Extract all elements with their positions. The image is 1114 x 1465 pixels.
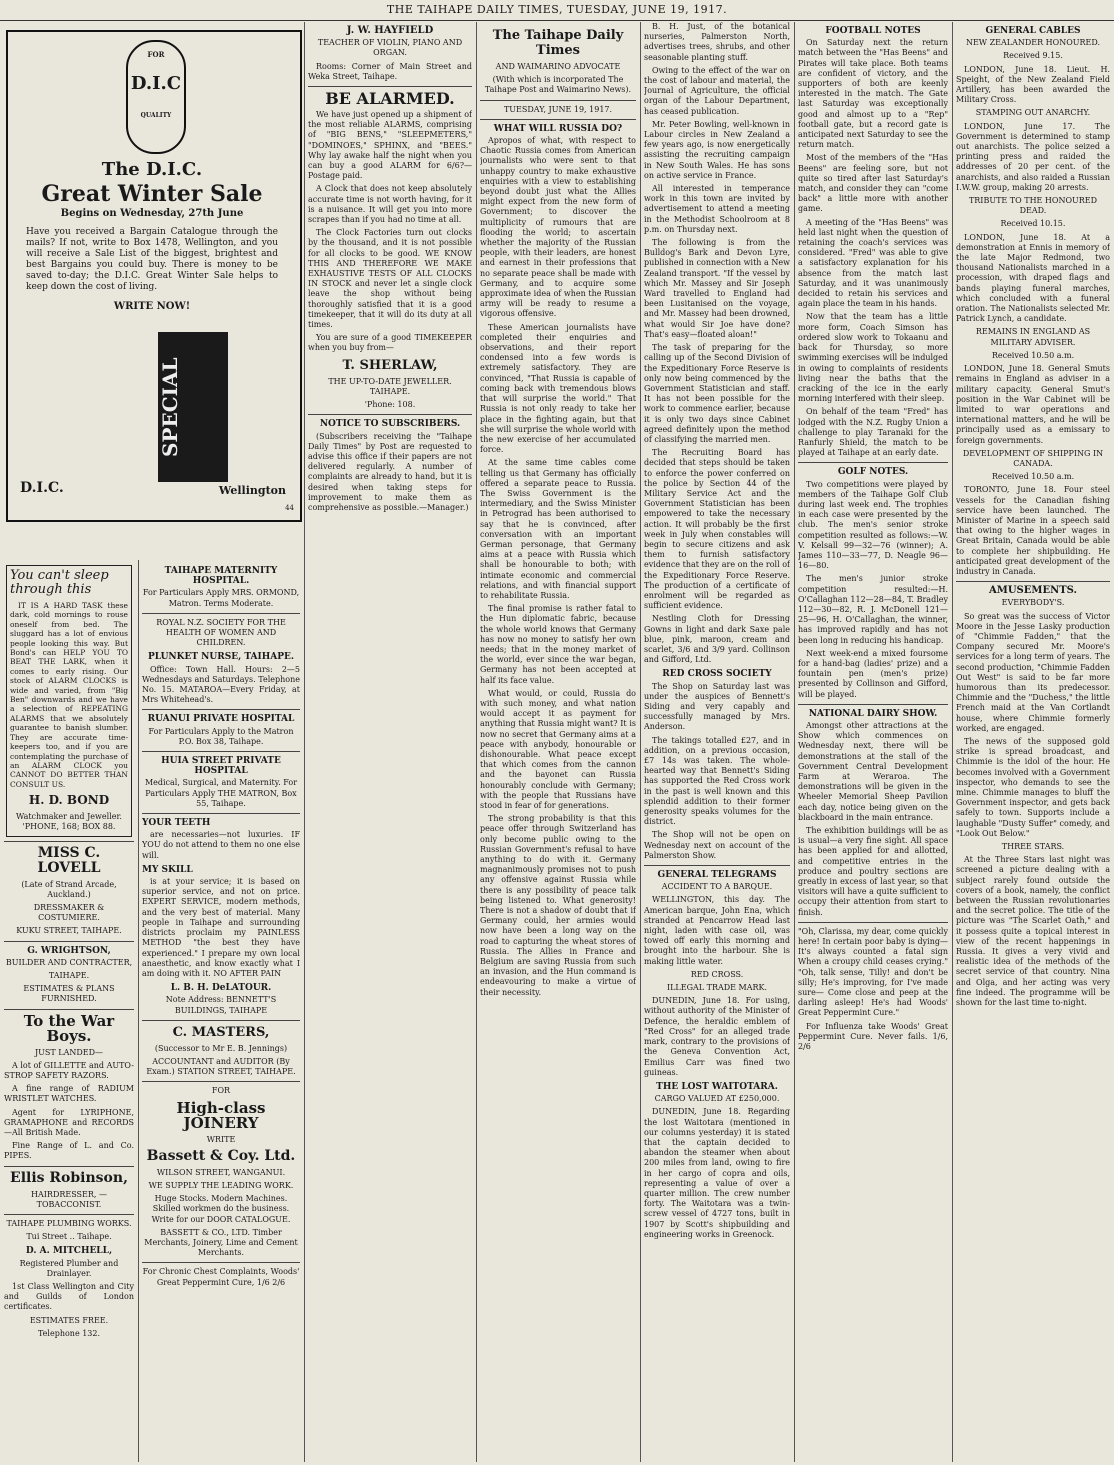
bassett-supply: WE SUPPLY THE LEADING WORK. [148,1180,294,1190]
column-2 [308,22,472,1462]
alarmed-p4: You are sure of a good TIMEKEEPER when you buy from— [308,333,472,353]
alarmed-p3: The Clock Factories turn out clocks by the thousand, and it is not possible for all clocks to be good. WE KNOW THIS AND THEREFORE WE MAKE EXHAUSTIVE TESTS OF ALL CLOCKS IN STOCK and never let a single clock leave the shop without being thoroughly satisfied that it is a good timekeeper, that it will do its duty at all times. [308,228,472,330]
war-boys-line4: Fine Range of L. and Co. PIPES. [4,1141,134,1161]
column-rule [304,22,305,1462]
bond-script: You can't sleep through this [10,568,109,597]
ellis-trade: HAIRDRESSER, — TOBACCONIST. [31,1189,107,1209]
teeth-title: YOUR TEETH [142,818,211,829]
sherlaw-line: THE UP-TO-DATE JEWELLER. TAIHAPE. [328,376,452,396]
editorial-p4: The final promise is rather fatal to the Hun diplomatic fabric, because the whole world knows that Germany has now no money to satisfy her own needs; that in the money market of the world, ever since the war began, Germany has not been accepted at half its face value. [480,604,636,685]
editorial-p5: What would, or could, Russia do with such money, and what nation would accept it as payment for anything that Russia might want? It is now no secret that Germany aims at a peace with anybody, honourable or dishonourable. What peace except that which comes from the cannon and the bayonet can Russia honourably conclude with Germany; with the people that Russians have stood in fear of for generations. [480,688,636,811]
football-p5: On behalf of the team "Fred" has lodged with the N.Z. Rugby Union a challenge to play Taranaki for the Ranfurly Shield, the match to be played at Taihape at an early date. [798,407,948,458]
hayfield-rooms: Rooms: Corner of Main Street and Weka Street, Taihape. [308,61,472,81]
rc-title: RED CROSS. [690,969,744,979]
badge-top: FOR [147,50,165,59]
chest-ad: For Chronic Chest Complaints, Woods' Great Peppermint Cure, 1/6 2/6 [142,1267,300,1287]
editorial-p2: These American journalists have completed their enquiries and observations, and their report condensed into a few words is extremely satisfactory. They are convinced, "That Russia is capable of coming back with tremendous blows that will surprise the world." That Russia is not only ready to take her place in the fighting again, but that she will surprise the whole world with the new exercise of her accumulated force. [480,322,636,455]
plumbing-line1: TAIHAPE PLUMBING WORKS. [6,1219,132,1228]
cables-title: GENERAL CABLES [985,26,1081,36]
column-rule [476,22,477,1462]
football-p4: Now that the team has a little more form, Coach Simson has ordered slow work to Tokaanu and back for Thursday, so more swimming exercises will be indulged in owing to complaints of residents living near the baths that the cracking of the ice in the early morning interfered with their sleep. [798,312,948,404]
wrightson-line3: ESTIMATES & PLANS FURNISHED. [23,984,115,1004]
wrightson-name: G. WRIGHTSON, [27,945,111,956]
hayfield-name: J. W. HAYFIELD [346,25,434,36]
badge-bottom: QUALITY [140,112,172,119]
lovell-line1: (Late of Strand Arcade, Auckland.) [21,879,117,899]
special-banner: SPECIAL [158,332,228,482]
lovell-line2: DRESSMAKER & COSTUMIERE. [33,902,105,923]
illegal-title: ILLEGAL TRADE MARK. [666,983,768,993]
dentist-addr: Note Address: BENNETT'S BUILDINGS, TAIHAPE [165,995,277,1015]
col4-p5: The following is from the Bulldog's Bark and Devon Lyre, published in connection with a New Zealand transport. "If the vessel by which Mr. Massey and Sir Joseph Ward travelled to England had been Lusitanised on the voyage, and Mr. Massey had been drowned, what would Sir Joe have done? That's easy—floated aloan!" [644,238,790,339]
joinery-for: FOR [211,1086,231,1096]
golf-p2: The men's junior stroke competition resulted:—H. O'Callaghan 112—28—84, T. Bradley 112—30—82, R. J. McDonell 121—25—96, H. O'Callaghan, the winner, has improved rapidly and has not been long in reducing his handicap. [798,574,948,645]
war-boys-line1: A lot of GILLETTE and AUTO-STROP SAFETY RAZORS. [4,1060,134,1080]
maternity-body: For Particulars Apply MRS. ORMOND, Matron. Terms Moderate. [142,588,300,608]
poem: "Oh, Clarissa, my dear, come quickly here! In certain poor baby is dying— It's always counted a fatal sign When a croupy child ceases crying." "Oh, talk sense, Tilly! and don't be silly; He's improving, for I've made sure— Come close and peep at the darling asleep! He's had Woods' Great Peppermint Cure." [798,926,948,1018]
plumbing-line5: ESTIMATES FREE. [29,1315,109,1325]
dic-advertisement [6,30,302,522]
remains-title: REMAINS IN ENGLAND AS MILITARY ADVISER. [975,327,1091,347]
column-3 [480,22,636,1462]
lovell-name: MISS C. LOVELL [37,844,101,876]
alarmed-title: BE ALARMED. [325,89,455,109]
dentist-name: L. B. H. DeLATOUR. [170,983,272,994]
paper-note: (With which is incorporated The Taihape Post and Waimarino News). [484,75,632,95]
war-boys-line2: A fine range of RADIUM WRISTLET WATCHES. [4,1084,134,1104]
dic-badge [126,40,186,154]
anarchy-title: STAMPING OUT ANARCHY. [975,108,1091,118]
amuse-p1: So great was the success of Victor Moore in the Jesse Lasky production of "Chimmie Fadden," that the Company secured Mr. Moore's services for a long term of years. The second production, "Chimmie Fadden Out West" is said to be far more humorous than its predecessor. Chimmie and the "Duchess," the little French maid at the Van Cortlandt house, where Chimmie formerly worked, are engaged. [956,611,1110,733]
column-4 [644,22,790,1462]
tribute-title: TRIBUTE TO THE HONOURED DEAD. [968,196,1098,216]
hayfield-line: TEACHER OF VIOLIN, PIANO AND ORGAN. [317,38,463,58]
lovell-line3: KUKU STREET, TAIHAPE. [16,926,122,936]
football-p3: A meeting of the "Has Beens" was held last night when the question of retaining the coach's services was considered. "Fred" was able to give a satisfactory explanation for his absence from the match last Saturday, and it was unanimously decided to retain his services and again place the team in his hands. [798,217,948,309]
masters-line: (Successor to Mr E. B. Jennings) [154,1043,288,1053]
dic-footer-right: Wellington [218,484,286,497]
everybody-title: EVERYBODY'S. [1001,598,1065,608]
column-6 [956,22,1110,1462]
cargo-title: CARGO VALUED AT £250,000. [654,1094,780,1104]
ruanui-body: For Particulars Apply to the Matron P.O. Box 38, Taihape. [148,726,294,746]
war-boys-just: JUST LANDED— [34,1047,104,1057]
plumbing-name: D. A. MITCHELL, [25,1246,113,1257]
bassett-footer: BASSETT & CO., LTD. Timber Merchants, Joinery, Lime and Cement Merchants. [144,1227,298,1258]
masters-trade: ACCOUNTANT and AUDITOR (By Exam.) STATION STREET, TAIHAPE. [146,1056,296,1077]
telegrams-title: GENERAL TELEGRAMS [657,870,777,881]
alarmed-p2: A Clock that does not keep absolutely accurate time is not worth having, for it is a nuisance. It will get you into more scrapes than if you had no time at all. [308,184,472,225]
editorial-p1: Apropos of what, with respect to Chaotic Russia comes from American journalists who were sent to that unhappy country to make exhaustive enquiries with a view to establishing beyond doubt just what the Allies might expect from the new form of Government; to discover the multiplicity of rumours that are flooding the world; to ascertain whether the majority of the Russian people, with their leaders, are honest and earnest in their professions that no separate peace shall be made with Germany, and to acquire some approximate idea of when the Russian army will be ready to resume a vigorous offensive. [480,136,636,319]
three-stars-title: THREE STARS. [1001,842,1065,852]
waitotara-title: THE LOST WAITOTARA. [656,1081,778,1092]
wrightson-line1: BUILDER AND CONTRACTER, [5,957,133,967]
column-rule [138,560,139,1462]
amuse-p2: The news of the supposed gold strike is spread broadcast, and Chimmie is the idol of the hour. He becomes involved with a Government inspector, who demands to see the mine. Chimmie manages to bluff the Government inspector, and gets back safely to town. Supports include a laughable "Dusty Suffer" comedy, and "Look Out Below." [956,737,1110,838]
golf-title: GOLF NOTES. [837,467,909,478]
war-boys-title: To the War Boys. [23,1011,115,1045]
dic-cta: WRITE NOW! [113,301,191,312]
tribute-recv: Received 10.15. [1000,219,1066,229]
dairy-p1: Amongst other attractions at the Show which commences on Wednesday next, there will be demonstrations at the stall of the Government Central Development Farm at Weraroa. The demonstrations will be given in the Wheeler Memorial Sheep Pavilion each day, notice being given on the blackboard in the main entrance. [798,721,948,822]
golf-p3: Next week-end a mixed foursome for a hand-bag (ladies' prize) and a fountain pen (men's prize) presented by Collinson and Gifford, will be played. [798,648,948,699]
column-rule [640,22,641,1462]
barque-title: ACCIDENT TO A BARQUE. [661,882,773,892]
dairy-p2: The exhibition buildings will be as is usual—a very fine sight. All space has been applied for and allotted, and competitive entries in the produce and poultry sections are greatly in excess of last year, so that visitors will have a quite sufficient to occupy their attention from start to finish. [798,826,948,917]
remains-body: LONDON, June 18. General Smuts remains in England as adviser in a military capacity. General Smut's position in the War Cabinet will be limited to war operations and international matters, and he will be principally used as a emissary to foreign governments. [956,364,1110,445]
plumbing-line4: 1st Class Wellington and City and Guilds of London certificates. [4,1282,134,1312]
paper-title: The Taihape Daily Times [492,28,624,58]
redcross-p2: The takings totalled £27, and in addition, on a previous occasion, £7 14s was taken. The whole-hearted way that Bennett's Siding has supported the Red Cross work in the past is well known and this splendid addition to their former generosity speaks volumes for the district. [644,735,790,827]
bond-trade: Watchmaker and Jeweller. [16,812,122,822]
dairy-title: NATIONAL DAIRY SHOW. [808,708,938,719]
redcross-title: RED CROSS SOCIETY [662,669,772,680]
football-p1: On Saturday next the return match between the "Has Beens" and Pirates will take place. Both teams are confident of victory, and the supporters of both are keenly interested in the match. The Gate last Saturday was exceptionally good and almost up to a "Rep" football gate, but a record gate is anticipated next Saturday to see the return match. [798,38,948,150]
shipping-recv: Received 10.50 a.m. [991,472,1075,482]
col4-p7: The Recruiting Board has decided that steps should be taken to enforce the power conferred on the police by Section 44 of the Military Service Act and the Government Statistician has been empowered to take the necessary action. It will probably be the first week in July when constables will begin to secure citizens and ask them to furnish satisfactory evidence that they are on the roll of the Expeditionary Force Reserve. The production of a certificate of enrolment will be regarded as sufficient evidence. [644,448,790,611]
skill-title: MY SKILL [142,864,193,875]
bond-name: H. D. BOND [28,793,110,808]
paper-sub: AND WAIMARINO ADVOCATE [495,62,621,71]
paper-date: TUESDAY, JUNE 19, 1917. [503,104,613,114]
three-stars-body: At the Three Stars last night was screened a picture dealing with a subject rarely found outside the covers of a book, namely, the conflict between the Russian revolutionaries and the secret police. The title of the picture was "The Scarlet Oath," and it possess quite a topical interest in view of the recent happenings in Russia. It gives a very vivid and realistic idea of the methods of the secret service of that country. Nina and Olga, and her acting was very fine indeed. The programme will be shown for the last time to-night. [956,855,1110,1008]
football-p2: Most of the members of the "Has Beens" are feeling sore, but not quite so tired after last Saturday's match, and consider they can "come back" a little more with another game. [798,153,948,214]
huia-body: Medical, Surgical, and Maternity. For Particulars Apply THE MATRON, Box 55, Taihape. [144,778,298,808]
bassett-name: Bassett & Coy. Ltd. [146,1147,296,1164]
editorial-title: WHAT WILL RUSSIA DO? [493,123,623,134]
masters-name: C. MASTERS, [172,1024,270,1040]
bassett-stock: Huge Stocks. Modern Machines. Skilled workmen do the business. Write for our DOOR CATALOGUE. [151,1194,291,1224]
shipping-body: TORONTO, June 18. Four steel vessels for the Canadian fishing service have been launched. The Minister of Marine in a speech said that owing to the higher wages in Great Britain, Canada would be able to complete her shipbuilding. He anticipated great development of the industry in Canada. [956,485,1110,576]
tribute-body: LONDON, June 18. At a demonstration at Ennis in memory of the late Major Redmond, two thousand Nationalists marched in a procession, with draped flags and bands playing funeral marches, which concluded with a funeral oration. The Nationalists selected Mr. Patrick Lynch, a candidate. [956,232,1110,324]
column-5 [798,22,948,1462]
ellis-name: Ellis Robinson, [10,1169,128,1186]
plumbing-line6: Telephone 132. [37,1328,101,1338]
col4-p1: B. H. Just, of the botanical nurseries, Palmerston North, advertises trees, shrubs, and other seasonable planting stuff. [644,22,790,62]
bond-phone: 'PHONE, 168; BOX 88. [22,822,116,832]
teeth-body: are necessaries—not luxuries. IF YOU do not attend to them no one else will. [142,830,300,860]
flu-ad: For Influenza take Woods' Great Peppermint Cure. Never fails. 1/6, 2/6 [798,1021,948,1052]
joinery-write: WRITE [206,1134,236,1144]
remains-recv: Received 10.50 a.m. [991,350,1075,360]
sherlaw-phone: 'Phone: 108. [364,400,416,410]
football-title: FOOTBALL NOTES [825,26,921,36]
col4-p6: The task of preparing for the calling up of the Second Division of the Expeditionary Force Reserve is only now being commenced by the Government Statistician and staff. It has not been possible for the work to commence earlier, because it is only two days since Cabinet agreed definitely upon the method of classifying the married men. [644,343,790,444]
waitotara-body: DUNEDIN, June 18. Regarding the lost Waitotara (mentioned in our columns yesterday) it is stated that the captain decided to abandon the steamer when about 200 miles from land, owing to fire in her cargo of copra and oils, representing a value of over a quarter million. The crew number forty. The Waitotara was a twin-screw vessel of 4727 tons, built in 1907 by Scott's shipbuilding and engineering works in Greenock. [644,1107,790,1239]
col4-p8: Nestling Cloth for Dressing Gowns in light and dark Saxe pale blue, pink, maroon, cream and scarlet, 3/6 and 3/9 yard. Collinson and Gifford, Ltd. [644,614,790,665]
anarchy-body: LONDON, June 17. The Government is determined to stamp out anarchists. The police seized a printing press and raided the addresses of 20 per cent. of the anarchists, and also raided a Russian I.W.W. group, making 20 arrests. [956,121,1110,192]
column-2-lower [142,562,300,1462]
sherlaw-name: T. SHERLAW, [342,357,438,373]
editorial-p3: At the same time cables come telling us that Germany has officially offered a separate peace to Russia. The Swiss Government is the intermediary, and the Swiss Minister in Petrograd has been authorised to say that he is convinced, after conversation with an important German personage, that Germany aims at a peace with Russia which shall be honourable to both; with intimate economic and commercial relations, and with financial support to rehabilitate Russia. [480,458,636,600]
dic-sale-title: Great Winter Sale [41,181,263,207]
skill-body: is at your service; it is based on superior service, and not on price. EXPERT SERVICE, modern methods, and the very best of material. Many people in Taihape and surrounding districts proclaim my PAINLESS METHOD "the best they have experienced." I prepare my own local anaesthetic, and know exactly what I am doing with it. NO AFTER PAIN [142,877,300,978]
column-1-lower [4,562,134,1462]
honoured-recv: Received 9.15. [1003,51,1063,61]
plumbing-line3: Registered Plumber and Drainlayer. [19,1258,119,1278]
col4-p3: Mr. Peter Bowling, well-known in Labour circles in New Zealand a few years ago, is now energetically assisting the recruiting campaign in New South Wales. He has sons on active service in France. [644,119,790,180]
dic-title: The D.I.C. [101,159,203,180]
illegal-body: DUNEDIN, June 18. For using, without authority of the Minister of Defence, the heraldic emblem of "Red Cross" for an alleged trade mark, contrary to the provisions of the Geneva Convention Act, Emilius Carr was fined two guineas. [644,996,790,1077]
shipping-title: DEVELOPMENT OF SHIPPING IN CANADA. [962,448,1104,468]
war-boys-line3: Agent for LYRIPHONE, GRAMAPHONE and RECORDS—All British Made. [4,1107,134,1137]
honoured-title: NEW ZEALANDER HONOURED. [965,38,1101,48]
badge-text: D.I.C [130,73,182,94]
dic-body: Have you received a Bargain Catalogue through the mails? If not, write to Box 1478, Wellington, and you will receive a Sale List of the biggest, brightest and best Bargains you could buy. There is money to be saved to-day; the D.I.C. Great Winter Sale helps to keep down the cost of living. [26,227,278,292]
plunket-society: ROYAL N.Z. SOCIETY FOR THE HEALTH OF WOMEN AND CHILDREN. [156,617,286,648]
ruanui-title: RUANUI PRIVATE HOSPITAL [147,714,295,725]
bond-advertisement [6,565,132,837]
barque-body: WELLINGTON, this day. The American barque, John Ena, which stranded at Pencarrow Head last night, laden with case oil, was towed off early this morning and brought into the harbour. She is making little water. [644,895,790,966]
editorial-p6: The strong probability is that this peace offer through Switzerland has only become public owing to the Russian Government's refusal to have anything to do with it. Germany magnanimously promises not to push any offensive against Russia while there is any possibility of peace talk being listened to. What generosity! There is not a shadow of doubt that if Germany could, her armies would now have been a long way on the road to capturing the wheat stores of Russia. The Allies in France and Belgium are saving Russia from such an invasion, and the Hun command is endeavouring to make a virtue of their necessity. [480,814,636,997]
notice-body: (Subscribers receiving the "Taihape Daily Times" by Post are requested to advise this office if their papers are not delivered regularly. A number of complaints are already to hand, but it is desired when taking steps for improvement to make them as comprehensive as possible.—Manager.) [308,431,472,512]
column-rule [794,22,795,1462]
col4-p2: Owing to the effect of the war on the cost of labour and material, the Journal of Agriculture, the official organ of the Labour Department, has ceased publication. [644,65,790,116]
golf-p1: Two competitions were played by members of the Taihape Golf Club during last week end. The trophies in each case were presented by the club. The men's senior stroke competition resulted as follows:—W. V. Kelsall 99—32—76 (winner); A. James 110—33—77, D. Neagle 96—16—80. [798,479,948,571]
dic-footer-left: D.I.C. [20,480,64,496]
plunket-body: Office: Town Hall. Hours: 2—5 Wednesdays and Saturdays. Telephone No. 15. MATAROA—Every Friday, at Mrs Whitehead's. [142,664,300,705]
amusements-title: AMUSEMENTS. [988,585,1077,597]
joinery-title: High-class JOINERY [176,1098,266,1132]
column-rule [952,22,953,1462]
huia-title: HUIA STREET PRIVATE HOSPITAL [161,756,281,777]
bassett-addr: WILSON STREET, WANGANUI. [156,1167,286,1177]
col4-p4: All interested in temperance work in this town are invited by advertisement to attend a meeting in the Methodist Schoolroom at 8 p.m. on Thursday next. [644,184,790,234]
maternity-title: TAIHAPE MATERNITY HOSPITAL. [164,566,278,587]
redcross-p1: The Shop on Saturday last was under the auspices of Bennett's Siding and very capably and successfully managed by Mrs. Anderson. [644,681,790,732]
dic-number: 44 [285,504,294,512]
dic-begins: Begins on Wednesday, 27th June [60,208,244,219]
honoured-body: LONDON, June 18. Lieut. H. Speight, of the New Zealand Field Artillery, has been awarded the Military Cross. [956,64,1110,105]
alarmed-p1: We have just opened up a shipment of the most reliable ALARMS, comprising of "BIG BENS," "SLEEPMETERS," "DOMINOES," SPHINX, and "BEES." Why lay awake half the night when you can buy a good ALARM for 6/6?—Postage paid. [308,110,472,181]
plunket-title: PLUNKET NURSE, TAIHAPE. [147,652,295,663]
masthead: THE TAIHAPE DAILY TIMES, TUESDAY, JUNE 19, 1917. [0,0,1114,21]
wrightson-line2: TAIHAPE. [48,970,90,980]
redcross-p3: The Shop will not be open on Wednesday next on account of the Palmerston Show. [644,830,790,860]
plumbing-line2: Tui Street .. Taihape. [26,1232,112,1242]
bond-body: IT IS A HARD TASK these dark, cold mornings to rouse oneself from bed. The sluggard has a lot of envious people looking this way. But Bond's can HELP YOU TO BEAT THE LARK, when it comes to early rising. Our stock of ALARM CLOCKS is wide and varied, from "Big Ben" downwards and we have a selection of REPEATING ALARMS that we absolutely guarantee to banish slumber. They are accurate time-keepers too, and if you are contemplating the purchase of an ALARM CLOCK you CANNOT DO BETTER THAN CONSULT US. [10,601,128,789]
notice-title: NOTICE TO SUBSCRIBERS. [319,419,461,430]
